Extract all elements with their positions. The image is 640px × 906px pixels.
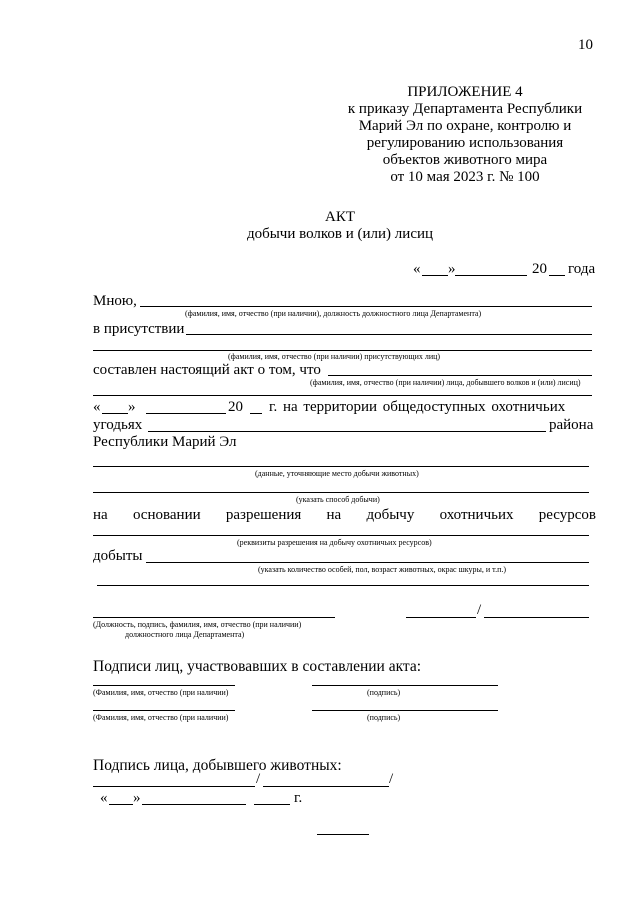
method-hint: (указать способ добычи) xyxy=(296,495,380,504)
presence-label: в присутствии xyxy=(93,321,185,337)
republic-label: Республики Марий Эл xyxy=(93,434,237,450)
permit-field[interactable] xyxy=(93,535,589,536)
official-slash: / xyxy=(477,602,482,618)
compiled-label: составлен настоящий акт о том, что xyxy=(93,362,321,378)
permit-basis-line xyxy=(93,507,596,524)
method-field[interactable] xyxy=(93,492,589,493)
hunt-year-prefix: 20 xyxy=(228,399,243,415)
participant-sign-hint: (подпись) xyxy=(367,688,401,697)
date-month-field[interactable] xyxy=(455,275,527,276)
hunt-year-field[interactable] xyxy=(250,413,262,414)
end-divider xyxy=(317,834,369,835)
basis-word: ресурсов xyxy=(538,507,596,523)
date-year-prefix: 20 xyxy=(532,261,547,277)
obtained-field-2[interactable] xyxy=(97,585,589,586)
hunter-slash-1: / xyxy=(256,771,261,787)
appendix-order-date: от 10 мая 2023 г. № 100 xyxy=(390,169,540,185)
place-hint: (данные, уточняющие место добычи животных) xyxy=(255,469,419,478)
appendix-order-line: объектов животного мира xyxy=(382,152,548,168)
appendix-order-line: к приказу Департамента Республики xyxy=(347,101,583,117)
basis-word: на xyxy=(326,507,342,523)
act-subtitle: добычи волков и (или) лисиц xyxy=(246,226,434,242)
by-me-label: Мною, xyxy=(93,293,137,309)
official-signature-hint-2: должностного лица Департамента) xyxy=(125,630,245,639)
participant-name-field[interactable] xyxy=(93,710,235,711)
permit-hint: (реквизиты разрешения на добычу охотничьих ресурсов) xyxy=(237,538,432,547)
date-close-quote: » xyxy=(448,261,456,277)
hunter-year-word: г. xyxy=(294,790,303,806)
hunt-month-field[interactable] xyxy=(146,413,226,414)
hunter-initials-field[interactable] xyxy=(263,786,389,787)
hunter-day-field[interactable] xyxy=(109,804,133,805)
hunt-date-close: » xyxy=(128,399,136,415)
basis-word: на xyxy=(93,507,108,523)
official-initials-field[interactable] xyxy=(484,617,589,618)
presence-hint: (фамилия, имя, отчество (при наличии) присутствующих лиц) xyxy=(228,352,441,361)
official-name-hint: (фамилия, имя, отчество (при наличии), должность должностного лица Департамента) xyxy=(185,309,482,318)
participant-sign-field[interactable] xyxy=(312,685,498,686)
hunter-date-close: » xyxy=(133,790,141,806)
page-number: 10 xyxy=(578,37,593,53)
hunter-date-open: « xyxy=(100,790,108,806)
official-sign-field[interactable] xyxy=(406,617,476,618)
appendix-order-line: Марий Эл по охране, контролю и xyxy=(358,118,572,134)
hunter-signature-heading: Подпись лица, добывшего животных: xyxy=(93,757,342,774)
place-field[interactable] xyxy=(93,466,589,467)
district-label: района xyxy=(549,417,594,433)
participant-name-hint: (Фамилия, имя, отчество (при наличии) xyxy=(93,713,229,722)
hunter-name-hint: (фамилия, имя, отчество (при наличии) лица, добывшего волков и (или) лисиц) xyxy=(310,378,581,387)
obtained-field[interactable] xyxy=(146,562,589,563)
obtained-hint: (указать количество особей, пол, возраст животных, окрас шкуры, и т.п.) xyxy=(258,565,507,574)
date-year-word: года xyxy=(568,261,596,277)
participant-sign-field[interactable] xyxy=(312,710,498,711)
official-signature-hint: (Должность, подпись, фамилия, имя, отчество (при наличии) xyxy=(93,620,302,629)
hunt-date-open: « xyxy=(93,399,101,415)
basis-word: основании xyxy=(132,507,201,523)
hunter-month-field[interactable] xyxy=(142,804,246,805)
hunter-sign-field[interactable] xyxy=(93,786,255,787)
participant-name-hint: (Фамилия, имя, отчество (при наличии) xyxy=(93,688,229,697)
hunter-name-field-2[interactable] xyxy=(93,395,592,396)
date-day-field[interactable] xyxy=(422,275,448,276)
basis-word: добычу xyxy=(366,507,415,523)
hunter-slash-2: / xyxy=(389,771,394,787)
act-title: АКТ xyxy=(325,209,355,225)
date-year-field[interactable] xyxy=(549,275,565,276)
appendix-header xyxy=(340,84,590,186)
hunter-year-field[interactable] xyxy=(254,804,290,805)
presence-field[interactable] xyxy=(186,334,592,335)
official-name-field[interactable] xyxy=(140,306,592,307)
participants-heading: Подписи лиц, участвовавших в составлении акта: xyxy=(93,658,422,675)
obtained-label: добыты xyxy=(93,548,143,564)
participant-name-field[interactable] xyxy=(93,685,235,686)
basis-word: разрешения xyxy=(225,507,302,523)
basis-word: охотничьих xyxy=(439,507,514,523)
date-open-quote: « xyxy=(413,261,421,277)
official-signature-field[interactable] xyxy=(93,617,335,618)
hunt-day-field[interactable] xyxy=(102,413,128,414)
hunter-name-field[interactable] xyxy=(328,375,592,376)
document-title xyxy=(200,209,480,243)
grounds-label: угодьях xyxy=(93,417,143,433)
presence-field-2[interactable] xyxy=(93,350,592,351)
participant-sign-hint: (подпись) xyxy=(367,713,401,722)
appendix-title: ПРИЛОЖЕНИЕ 4 xyxy=(407,84,523,100)
appendix-order-line: регулированию использования xyxy=(366,135,564,151)
on-territory-text: г. на территории общедоступных охотничьих xyxy=(269,399,566,415)
grounds-field[interactable] xyxy=(148,431,546,432)
